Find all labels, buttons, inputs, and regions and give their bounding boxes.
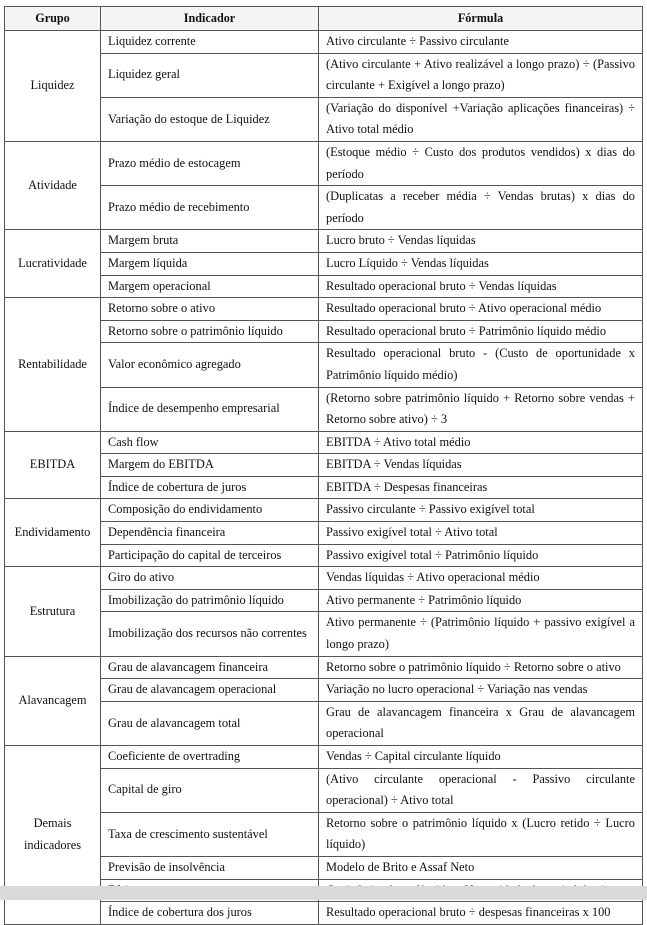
group-cell: Atividade — [5, 141, 101, 229]
indicator-cell: Capital de giro — [101, 768, 319, 812]
table-row — [5, 387, 643, 431]
formula-cell: Resultado operacional bruto ÷ Vendas líquidas — [319, 275, 643, 298]
table-row — [5, 701, 643, 745]
table-row — [5, 320, 643, 343]
indicator-cell: Índice de cobertura de juros — [101, 476, 319, 499]
formula-cell: Passivo circulante ÷ Passivo exigível total — [319, 499, 643, 522]
formula-cell: Retorno sobre o patrimônio líquido x (Lucro retido ÷ Lucro líquido) — [319, 812, 643, 856]
formula-cell: (Variação do disponível +Variação aplicações financeiras) ÷ Ativo total médio — [319, 97, 643, 141]
table-row — [5, 589, 643, 612]
indicator-cell: Margem do EBITDA — [101, 454, 319, 477]
table-row — [5, 522, 643, 545]
indicator-cell: Índice de cobertura dos juros — [101, 902, 319, 925]
indicator-cell: Composição do endividamento — [101, 499, 319, 522]
table-row — [5, 275, 643, 298]
formula-cell: (Ativo circulante + Ativo realizável a longo prazo) ÷ (Passivo circulante + Exigível a longo prazo) — [319, 53, 643, 97]
indicator-cell: Giro do ativo — [101, 567, 319, 590]
indicator-cell: Grau de alavancagem operacional — [101, 679, 319, 702]
indicator-cell: Margem líquida — [101, 252, 319, 275]
formula-cell: Lucro bruto ÷ Vendas líquidas — [319, 230, 643, 253]
table-row — [5, 97, 643, 141]
indicator-cell: Liquidez geral — [101, 53, 319, 97]
indicator-cell: Prazo médio de estocagem — [101, 141, 319, 185]
table-row — [5, 812, 643, 856]
indicator-cell: Índice de desempenho empresarial — [101, 387, 319, 431]
formula-cell: Passivo exigível total ÷ Ativo total — [319, 522, 643, 545]
group-cell: Estrutura — [5, 567, 101, 656]
bottom-gray-bar — [0, 886, 647, 900]
group-cell: EBITDA — [5, 431, 101, 499]
group-cell: Liquidez — [5, 31, 101, 142]
indicator-cell: Liquidez corrente — [101, 31, 319, 54]
indicator-cell: Coeficiente de overtrading — [101, 746, 319, 769]
table-row — [5, 768, 643, 812]
formula-cell: Lucro Líquido ÷ Vendas líquidas — [319, 252, 643, 275]
formula-cell: Grau de alavancagem financeira x Grau de alavancagem operacional — [319, 701, 643, 745]
table-row — [5, 454, 643, 477]
indicator-cell: Variação do estoque de Liquidez — [101, 97, 319, 141]
table-body — [5, 31, 643, 925]
indicator-cell: Dependência financeira — [101, 522, 319, 545]
table-row — [5, 53, 643, 97]
table-row — [5, 431, 643, 454]
formula-cell: EBITDA ÷ Despesas financeiras — [319, 476, 643, 499]
indicator-cell: Grau de alavancagem total — [101, 701, 319, 745]
group-cell: Demais indicadores — [5, 746, 101, 925]
indicator-cell: Grau de alavancagem financeira — [101, 656, 319, 679]
formula-cell: Retorno sobre o patrimônio líquido ÷ Retorno sobre o ativo — [319, 656, 643, 679]
table-row — [5, 544, 643, 567]
formula-cell: Vendas líquidas ÷ Ativo operacional médio — [319, 567, 643, 590]
indicator-cell: Imobilização do patrimônio líquido — [101, 589, 319, 612]
table-row — [5, 31, 643, 54]
formula-cell: Resultado operacional bruto ÷ Ativo operacional médio — [319, 298, 643, 321]
formula-cell: Ativo permanente ÷ (Patrimônio líquido + passivo exigível a longo prazo) — [319, 612, 643, 656]
formula-cell: Resultado operacional bruto ÷ Patrimônio líquido médio — [319, 320, 643, 343]
formula-cell: Variação no lucro operacional ÷ Variação nas vendas — [319, 679, 643, 702]
header-grupo: Grupo — [5, 7, 101, 31]
formula-cell: Vendas ÷ Capital circulante líquido — [319, 746, 643, 769]
formula-cell: Modelo de Brito e Assaf Neto — [319, 856, 643, 879]
formula-cell: (Duplicatas a receber média ÷ Vendas brutas) x dias do período — [319, 186, 643, 230]
formula-cell: EBITDA ÷ Vendas líquidas — [319, 454, 643, 477]
table-row — [5, 476, 643, 499]
indicator-cell: Margem bruta — [101, 230, 319, 253]
table-row — [5, 298, 643, 321]
indicator-cell: Prazo médio de recebimento — [101, 186, 319, 230]
table-row — [5, 252, 643, 275]
table-row — [5, 230, 643, 253]
indicator-cell: Participação do capital de terceiros — [101, 544, 319, 567]
formula-cell: (Retorno sobre patrimônio líquido + Retorno sobre vendas + Retorno sobre ativo) ÷ 3 — [319, 387, 643, 431]
indicator-cell: Retorno sobre o patrimônio líquido — [101, 320, 319, 343]
table-row — [5, 567, 643, 590]
formula-cell: Resultado operacional bruto ÷ despesas financeiras x 100 — [319, 902, 643, 925]
formula-cell: Resultado operacional bruto - (Custo de oportunidade x Patrimônio líquido médio) — [319, 343, 643, 387]
indicator-cell: Cash flow — [101, 431, 319, 454]
header-formula: Fórmula — [319, 7, 643, 31]
formula-cell: Passivo exigível total ÷ Patrimônio líquido — [319, 544, 643, 567]
table-row — [5, 656, 643, 679]
table-row — [5, 186, 643, 230]
table-row — [5, 746, 643, 769]
group-cell: Rentabilidade — [5, 298, 101, 432]
indicator-cell: Valor econômico agregado — [101, 343, 319, 387]
table-row — [5, 141, 643, 185]
formula-cell: EBITDA ÷ Ativo total médio — [319, 431, 643, 454]
formula-cell: (Ativo circulante operacional - Passivo circulante operacional) ÷ Ativo total — [319, 768, 643, 812]
formula-cell: Ativo permanente ÷ Patrimônio líquido — [319, 589, 643, 612]
indicator-cell: Imobilização dos recursos não correntes — [101, 612, 319, 656]
table-row — [5, 499, 643, 522]
formula-cell: (Estoque médio ÷ Custo dos produtos vendidos) x dias do período — [319, 141, 643, 185]
group-cell: Alavancagem — [5, 656, 101, 745]
table-row — [5, 612, 643, 656]
table-row — [5, 856, 643, 879]
header-row — [5, 7, 643, 31]
formula-cell: Ativo circulante ÷ Passivo circulante — [319, 31, 643, 54]
table-row — [5, 902, 643, 925]
group-cell: Endividamento — [5, 499, 101, 567]
indicator-cell: Taxa de crescimento sustentável — [101, 812, 319, 856]
indicator-cell: Margem operacional — [101, 275, 319, 298]
header-indicador: Indicador — [101, 7, 319, 31]
group-cell: Lucratividade — [5, 230, 101, 298]
indicators-table-container — [4, 6, 642, 920]
table-row — [5, 679, 643, 702]
indicators-table — [4, 6, 643, 925]
indicator-cell: Previsão de insolvência — [101, 856, 319, 879]
indicator-cell: Retorno sobre o ativo — [101, 298, 319, 321]
table-row — [5, 343, 643, 387]
